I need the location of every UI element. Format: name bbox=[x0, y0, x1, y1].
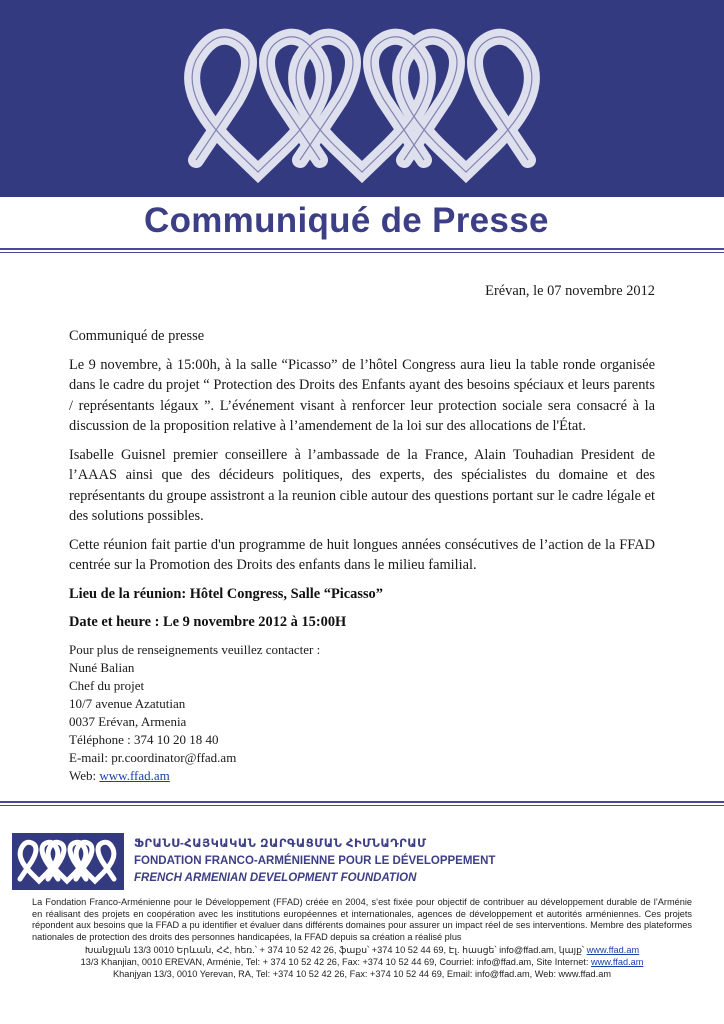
page-title: Communiqué de Presse bbox=[144, 201, 549, 240]
header-rule bbox=[0, 248, 724, 250]
contact-email: E-mail: pr.coordinator@ffad.am bbox=[69, 749, 237, 765]
paragraph-1: Le 9 novembre, à 15:00h, à la salle “Picasso” de l’hôtel Congress aura lieu la table ronde organisée dans le cadre du projet “ Protection des Droits des Enfants ayant des besoins spéciaux et leurs parents / représentants légaux ”. L’événement visant à renforcer leur protection sociale sera consacré à la discussion de la proposition relative à l’amendement de la loi sur des allocations de l'État. bbox=[69, 356, 655, 434]
address-armenian-link[interactable]: www.ffad.am bbox=[586, 945, 640, 955]
meeting-datetime: Date et heure : Le 9 novembre 2012 à 15:00H bbox=[69, 614, 347, 630]
paragraph-3: Cette réunion fait partie d'un programme de huit longues années consécutives de l’action de la FFAD centrée sur la Promotion des Droits des enfants dans le milieu familial. bbox=[69, 536, 655, 573]
contact-phone: Téléphone : 374 10 20 18 40 bbox=[69, 731, 219, 747]
org-name-armenian: ՖՐԱՆՍ-ՀԱՅԿԱԿԱՆ ԶԱՐԳԱՑՄԱՆ ՀԻՄՆԱԴՐԱՄ bbox=[134, 838, 427, 850]
header-rule-thin bbox=[0, 252, 724, 253]
address-english: Khanjyan 13/3, 0010 Yerevan, RA, Tel: +374 10 52 42 26, Fax: +374 10 52 44 69, Email: info@ffad.am, Web: www.ffad.am bbox=[113, 969, 611, 979]
org-name-english: FRENCH ARMENIAN DEVELOPMENT FOUNDATION bbox=[134, 872, 417, 884]
footer-rule-thin bbox=[0, 805, 724, 806]
contact-name: Nuné Balian bbox=[69, 659, 135, 675]
contact-role: Chef du projet bbox=[69, 677, 145, 693]
contact-block bbox=[69, 641, 655, 785]
letter-heading: Communiqué de presse bbox=[69, 328, 205, 344]
ffad-ribbon-icon bbox=[12, 833, 124, 890]
letter-date: Erévan, le 07 novembre 2012 bbox=[485, 283, 655, 299]
address-french-link[interactable]: www.ffad.am bbox=[590, 957, 644, 967]
contact-web-label: Web: bbox=[69, 767, 100, 783]
org-name-french: FONDATION FRANCO-ARMÉNIENNE POUR LE DÉVELOPPEMENT bbox=[134, 855, 496, 867]
address-french-text: 13/3 Khanjian, 0010 EREVAN, Arménie, Tel: + 374 10 52 42 26, Fax: +374 10 52 44 69, Courriel: info@ffad.am, Site Internet: bbox=[80, 957, 591, 967]
address-armenian bbox=[0, 945, 724, 957]
address-armenian-text: Խանջյան 13/3 0010 Երևան, ՀՀ, հեռ.՝ + 374 10 52 42 26, ֆաքս՝ +374 10 52 44 69, Էլ. հասցե՝ info@ffad.am, կայք՝ bbox=[84, 945, 587, 955]
contact-intro: Pour plus de renseignements veuillez contacter : bbox=[69, 641, 321, 657]
meeting-location: Lieu de la réunion: Hôtel Congress, Salle “Picasso” bbox=[69, 585, 383, 602]
letter-body bbox=[69, 326, 655, 785]
foundation-description: La Fondation Franco-Arménienne pour le Développement (FFAD) créée en 2004, s’est fixée pour objectif de contribuer au développement durable de l’Arménie en réalisant des projets en coopération avec les institutions européennes et internationales, agences de développement et autorités arméniennes. Ces projets répondent aux besoins que la FFAD a pu identifier et évaluer dans différents domaines pour assurer un impact réel de ses interventions. Membre des plateformes nationales de protection des droits des personnes handicapées, la FFAD depuis sa création a réalisé plus bbox=[32, 897, 692, 942]
paragraph-2: Isabelle Guisnel premier conseillere à l’ambassade de la France, Alain Touhadian President de l’AAAS ainsi que des décideurs politiques, des experts, des spécialistes du domaine et des représentants du groupe assistront a la reunion cible autour des questions portant sur le cadre légale et des solutions possibles. bbox=[69, 446, 655, 524]
contact-city: 0037 Erévan, Armenia bbox=[69, 713, 187, 729]
footer-rule bbox=[0, 801, 724, 803]
address-french bbox=[0, 957, 724, 969]
header-banner bbox=[0, 0, 724, 197]
ffad-ribbon-logo bbox=[0, 0, 724, 197]
contact-web-link[interactable]: www.ffad.am bbox=[99, 767, 170, 783]
contact-web bbox=[69, 767, 655, 785]
contact-street: 10/7 avenue Azatutian bbox=[69, 695, 186, 711]
footer-logo bbox=[12, 833, 124, 890]
